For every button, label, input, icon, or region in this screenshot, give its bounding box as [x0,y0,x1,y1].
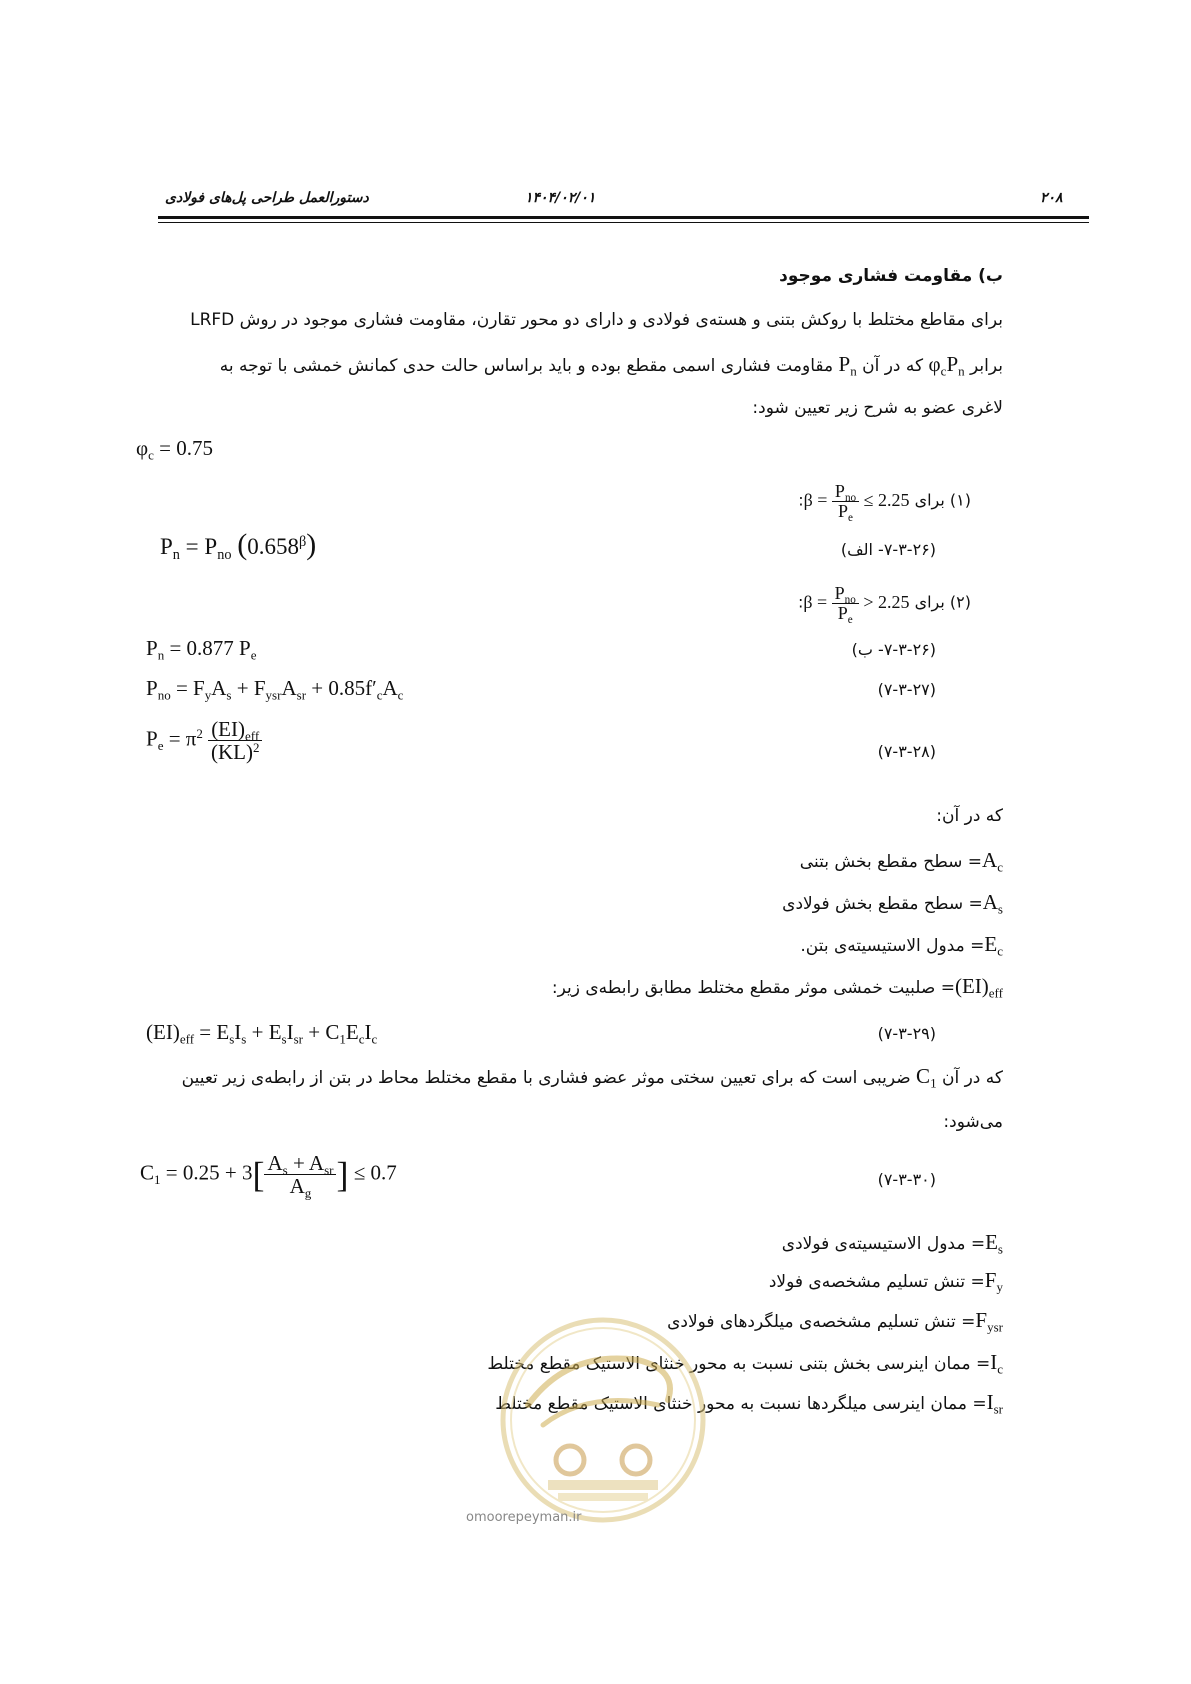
def-isr: $I_{sr}=$ ممان اینرسی میلگردها نسبت به محور خنثای الاستیک مقطع مختلط [495,1390,1003,1417]
header-date: ۱۴۰۴/۰۲/۰۱ [525,190,596,206]
ei-eff-equation: $(EI)_{eff} = E_sI_s + E_sI_{sr} + C_1E_cI_c$ [146,1020,378,1047]
case-2-label: (۲) برای [914,592,971,612]
eq-number-26b: (۷-۳-۲۶- ب) [851,640,936,659]
pn-equation-b: $P_n = 0.877$ $P_e$ [146,636,257,663]
def-as: $A_s=$ سطح مقطع بخش فولادی [782,890,1003,917]
c1-text-line-1: که در آن $C_1$ ضریبی است که برای تعیین سختی موثر عضو فشاری با مقطع مختلط محاط در بتن از رابطه‌ی زیر تعیین [181,1064,1003,1091]
intro-line2-b: که در آن [862,356,924,376]
where-label: که در آن: [936,806,1003,826]
header-rule-thick [158,216,1089,219]
watermark-seal-icon [488,1310,718,1540]
def-es: $E_s=$ مدول الاستیسیته‌ی فولادی [781,1230,1003,1257]
def-ic: $I_c=$ ممان اینرسی بخش بتنی نسبت به محور خنثای الاستیک مقطع مختلط [487,1350,1003,1377]
def-fy: $F_y=$ تنش تسلیم مشخصه‌ی فولاد [768,1268,1003,1295]
case-1-condition: (۱) برای β = $\frac{P_{no}}{P_e}$ ≤ 2.25: [798,481,971,524]
eq-number-27: (۷-۳-۲۷) [877,680,936,699]
phi-c-pn-symbol: $\varphi_cP_n$ [928,352,965,379]
beta-ratio-2: β = $\frac{P_{no}}{P_e}$ > 2.25 [803,583,910,626]
watermark-url: omoorepeyman.ir [466,1510,582,1525]
header-rule-thin [158,222,1089,223]
phi-c-equation: $\varphi_c = 0.75$ [136,436,213,463]
case-1-label: (۱) برای [914,490,971,510]
eq-number-26a: (۷-۳-۲۶- الف) [840,540,936,559]
page-number: ۲۰۸ [1040,190,1063,206]
intro-line-1: برای مقاطع مختلط با روکش بتنی و هسته‌ی فولادی و دارای دو محور تقارن، مقاومت فشاری موجود در روش LRFD [190,310,1003,330]
section-heading: ب) مقاومت فشاری موجود [779,266,1003,286]
case-2-condition: (۲) برای β = $\frac{P_{no}}{P_e}$ > 2.25: [797,583,971,626]
def-fysr: $F_{ysr}=$ تنش تسلیم مشخصه‌ی میلگردهای فولادی [667,1308,1003,1335]
c1-equation: $C_1 = 0.25 + 3$[ $\frac{A_s + A_{sr}}{A_g}$ ] ≤ 0.7 [140,1151,397,1201]
pe-equation: $P_e = \pi^2$ $\frac{(EI)_{eff}}{(KL)^2}$ [146,718,262,763]
intro-line-2 [220,342,1003,388]
c1-text-line-2: می‌شود: [943,1112,1003,1132]
beta-ratio-1: β = $\frac{P_{no}}{P_e}$ ≤ 2.25 [803,481,910,524]
def-ec: $E_c=$ مدول الاستیسیته‌ی بتن. [800,932,1003,959]
def-ac: $A_c=$ سطح مقطع بخش بتنی [799,848,1003,875]
watermark-logo [488,1310,718,1540]
pn-symbol: $P_n$ [838,352,857,379]
pn-equation-a: $P_n = P_{no}$ $(0.658^\beta)$ [160,528,317,563]
pno-equation: $P_{no} = F_yA_s + F_{ysr}A_{sr} + 0.85f'_cA_c$ [146,676,404,703]
intro-line2-c: مقاومت فشاری اسمی مقطع بوده و باید براساس حالت حدی کمانش خمشی با توجه به [219,356,834,376]
def-ei-eff: $(EI)_{eff}=$ صلبیت خمشی موثر مقطع مختلط مطابق رابطه‌ی زیر: [551,974,1003,1001]
intro-line2-a: برابر [970,356,1003,376]
eq-number-28: (۷-۳-۲۸) [877,742,936,761]
intro-line-3: لاغری عضو به شرح زیر تعیین شود: [752,398,1003,418]
eq-number-29: (۷-۳-۲۹) [877,1024,936,1043]
header-title: دستورالعمل طراحی پل‌های فولادی [165,190,369,206]
eq-number-30: (۷-۳-۳۰) [877,1170,936,1189]
